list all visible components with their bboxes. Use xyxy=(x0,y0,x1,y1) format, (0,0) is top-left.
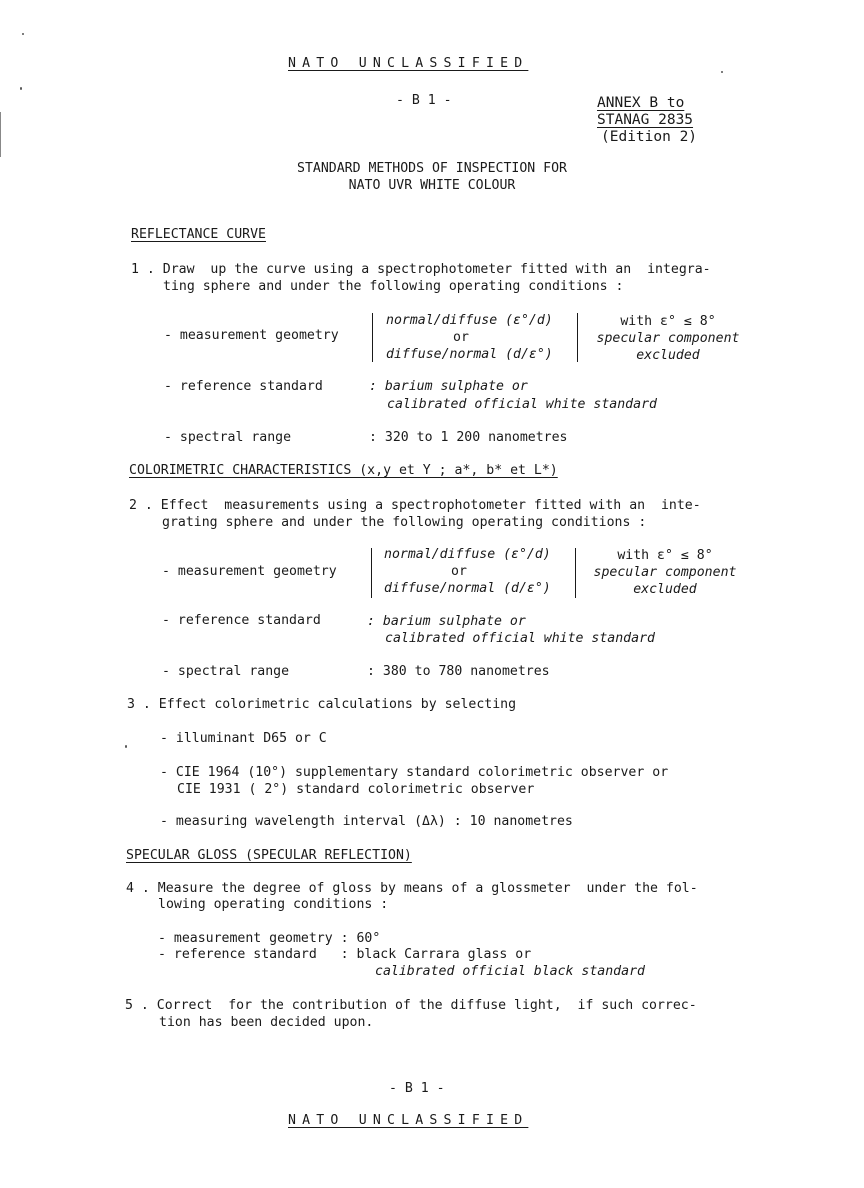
reference-value-2a: : barium sulphate or xyxy=(367,614,526,629)
document-title-line-2: NATO UVR WHITE COLOUR xyxy=(348,178,516,193)
annex-line-2: STANAG 2835 xyxy=(597,112,694,128)
item-4-line-1: 4 . Measure the degree of gloss by means of a glossmeter under the fol- xyxy=(126,881,698,896)
geometry-label-1: - measurement geometry xyxy=(164,328,339,343)
reference-label-2: - reference standard xyxy=(162,613,321,628)
reference-value-1a: : barium sulphate or xyxy=(369,379,528,394)
reference-value-1b: calibrated official white standard xyxy=(387,397,657,412)
item-1-line-1: 1 . Draw up the curve using a spectrophotometer fitted with an integra- xyxy=(131,262,711,277)
condition-1-line-1: with ε° ≤ 8° xyxy=(620,314,716,329)
condition-2-line-2: specular component xyxy=(593,565,737,580)
gloss-reference-line-2: calibrated official black standard xyxy=(375,964,645,979)
gloss-reference-line-1: - reference standard : black Carrara glass or xyxy=(158,947,532,962)
section-heading-specular-gloss: SPECULAR GLOSS (SPECULAR REFLECTION) xyxy=(126,848,412,863)
annex-line-3: (Edition 2) xyxy=(601,129,698,145)
wavelength-interval: - measuring wavelength interval (Δλ) : 10 nanometres xyxy=(160,814,573,829)
item-5-line-2: tion has been decided upon. xyxy=(159,1015,374,1030)
classification-header: NATO UNCLASSIFIED xyxy=(288,56,529,71)
spectral-range-label-1: - spectral range xyxy=(164,430,292,445)
classification-footer: NATO UNCLASSIFIED xyxy=(288,1113,529,1128)
document-title-line-1: STANDARD METHODS OF INSPECTION FOR xyxy=(297,161,567,176)
reference-value-2b: calibrated official white standard xyxy=(385,631,655,646)
geometry-option-1b: diffuse/normal (d/ε°) xyxy=(386,347,553,362)
geometry-label-2: - measurement geometry xyxy=(162,564,337,579)
section-heading-colorimetric: COLORIMETRIC CHARACTERISTICS (x,y et Y ; a*, b* et L*) xyxy=(129,463,558,478)
bracket-left-1 xyxy=(372,313,373,362)
condition-2-line-1: with ε° ≤ 8° xyxy=(617,548,713,563)
item-2-line-2: grating sphere and under the following operating conditions : xyxy=(162,515,647,530)
illuminant-option: - illuminant D65 or C xyxy=(160,731,327,746)
page-reference-header: - B 1 - xyxy=(396,93,452,108)
item-2-line-1: 2 . Effect measurements using a spectrophotometer fitted with an inte- xyxy=(129,498,701,513)
condition-2-line-3: excluded xyxy=(633,582,697,597)
geometry-or-1: or xyxy=(453,330,469,345)
geometry-or-2: or xyxy=(451,564,467,579)
condition-1-line-2: specular component xyxy=(596,331,740,346)
geometry-option-2a: normal/diffuse (ε°/d) xyxy=(384,547,551,562)
gloss-geometry: - measurement geometry : 60° xyxy=(158,931,381,946)
bracket-left-2 xyxy=(371,548,372,598)
spectral-range-label-2: - spectral range xyxy=(162,664,290,679)
scan-speck xyxy=(721,71,723,73)
section-heading-reflectance: REFLECTANCE CURVE xyxy=(131,227,266,242)
item-1-line-2: ting sphere and under the following operating conditions : xyxy=(163,279,624,294)
observer-line-2: CIE 1931 ( 2°) standard colorimetric observer xyxy=(177,782,535,797)
bracket-right-2 xyxy=(575,548,576,598)
scan-speck xyxy=(125,745,127,748)
scan-speck xyxy=(22,33,24,35)
geometry-option-2b: diffuse/normal (d/ε°) xyxy=(384,581,551,596)
observer-line-1: - CIE 1964 (10°) supplementary standard colorimetric observer or xyxy=(160,765,669,780)
scan-edge-mark xyxy=(0,112,1,157)
spectral-range-value-1: : 320 to 1 200 nanometres xyxy=(369,430,568,445)
page-reference-footer: - B 1 - xyxy=(389,1081,445,1096)
annex-line-1: ANNEX B to xyxy=(597,95,685,111)
item-3: 3 . Effect colorimetric calculations by selecting xyxy=(127,697,517,712)
item-4-line-2: lowing operating conditions : xyxy=(158,897,389,912)
geometry-option-1a: normal/diffuse (ε°/d) xyxy=(386,313,553,328)
scan-speck xyxy=(20,87,22,90)
bracket-right-1 xyxy=(577,313,578,362)
reference-label-1: - reference standard xyxy=(164,379,323,394)
spectral-range-value-2: : 380 to 780 nanometres xyxy=(367,664,550,679)
item-5-line-1: 5 . Correct for the contribution of the diffuse light, if such correc- xyxy=(125,998,697,1013)
condition-1-line-3: excluded xyxy=(636,348,700,363)
